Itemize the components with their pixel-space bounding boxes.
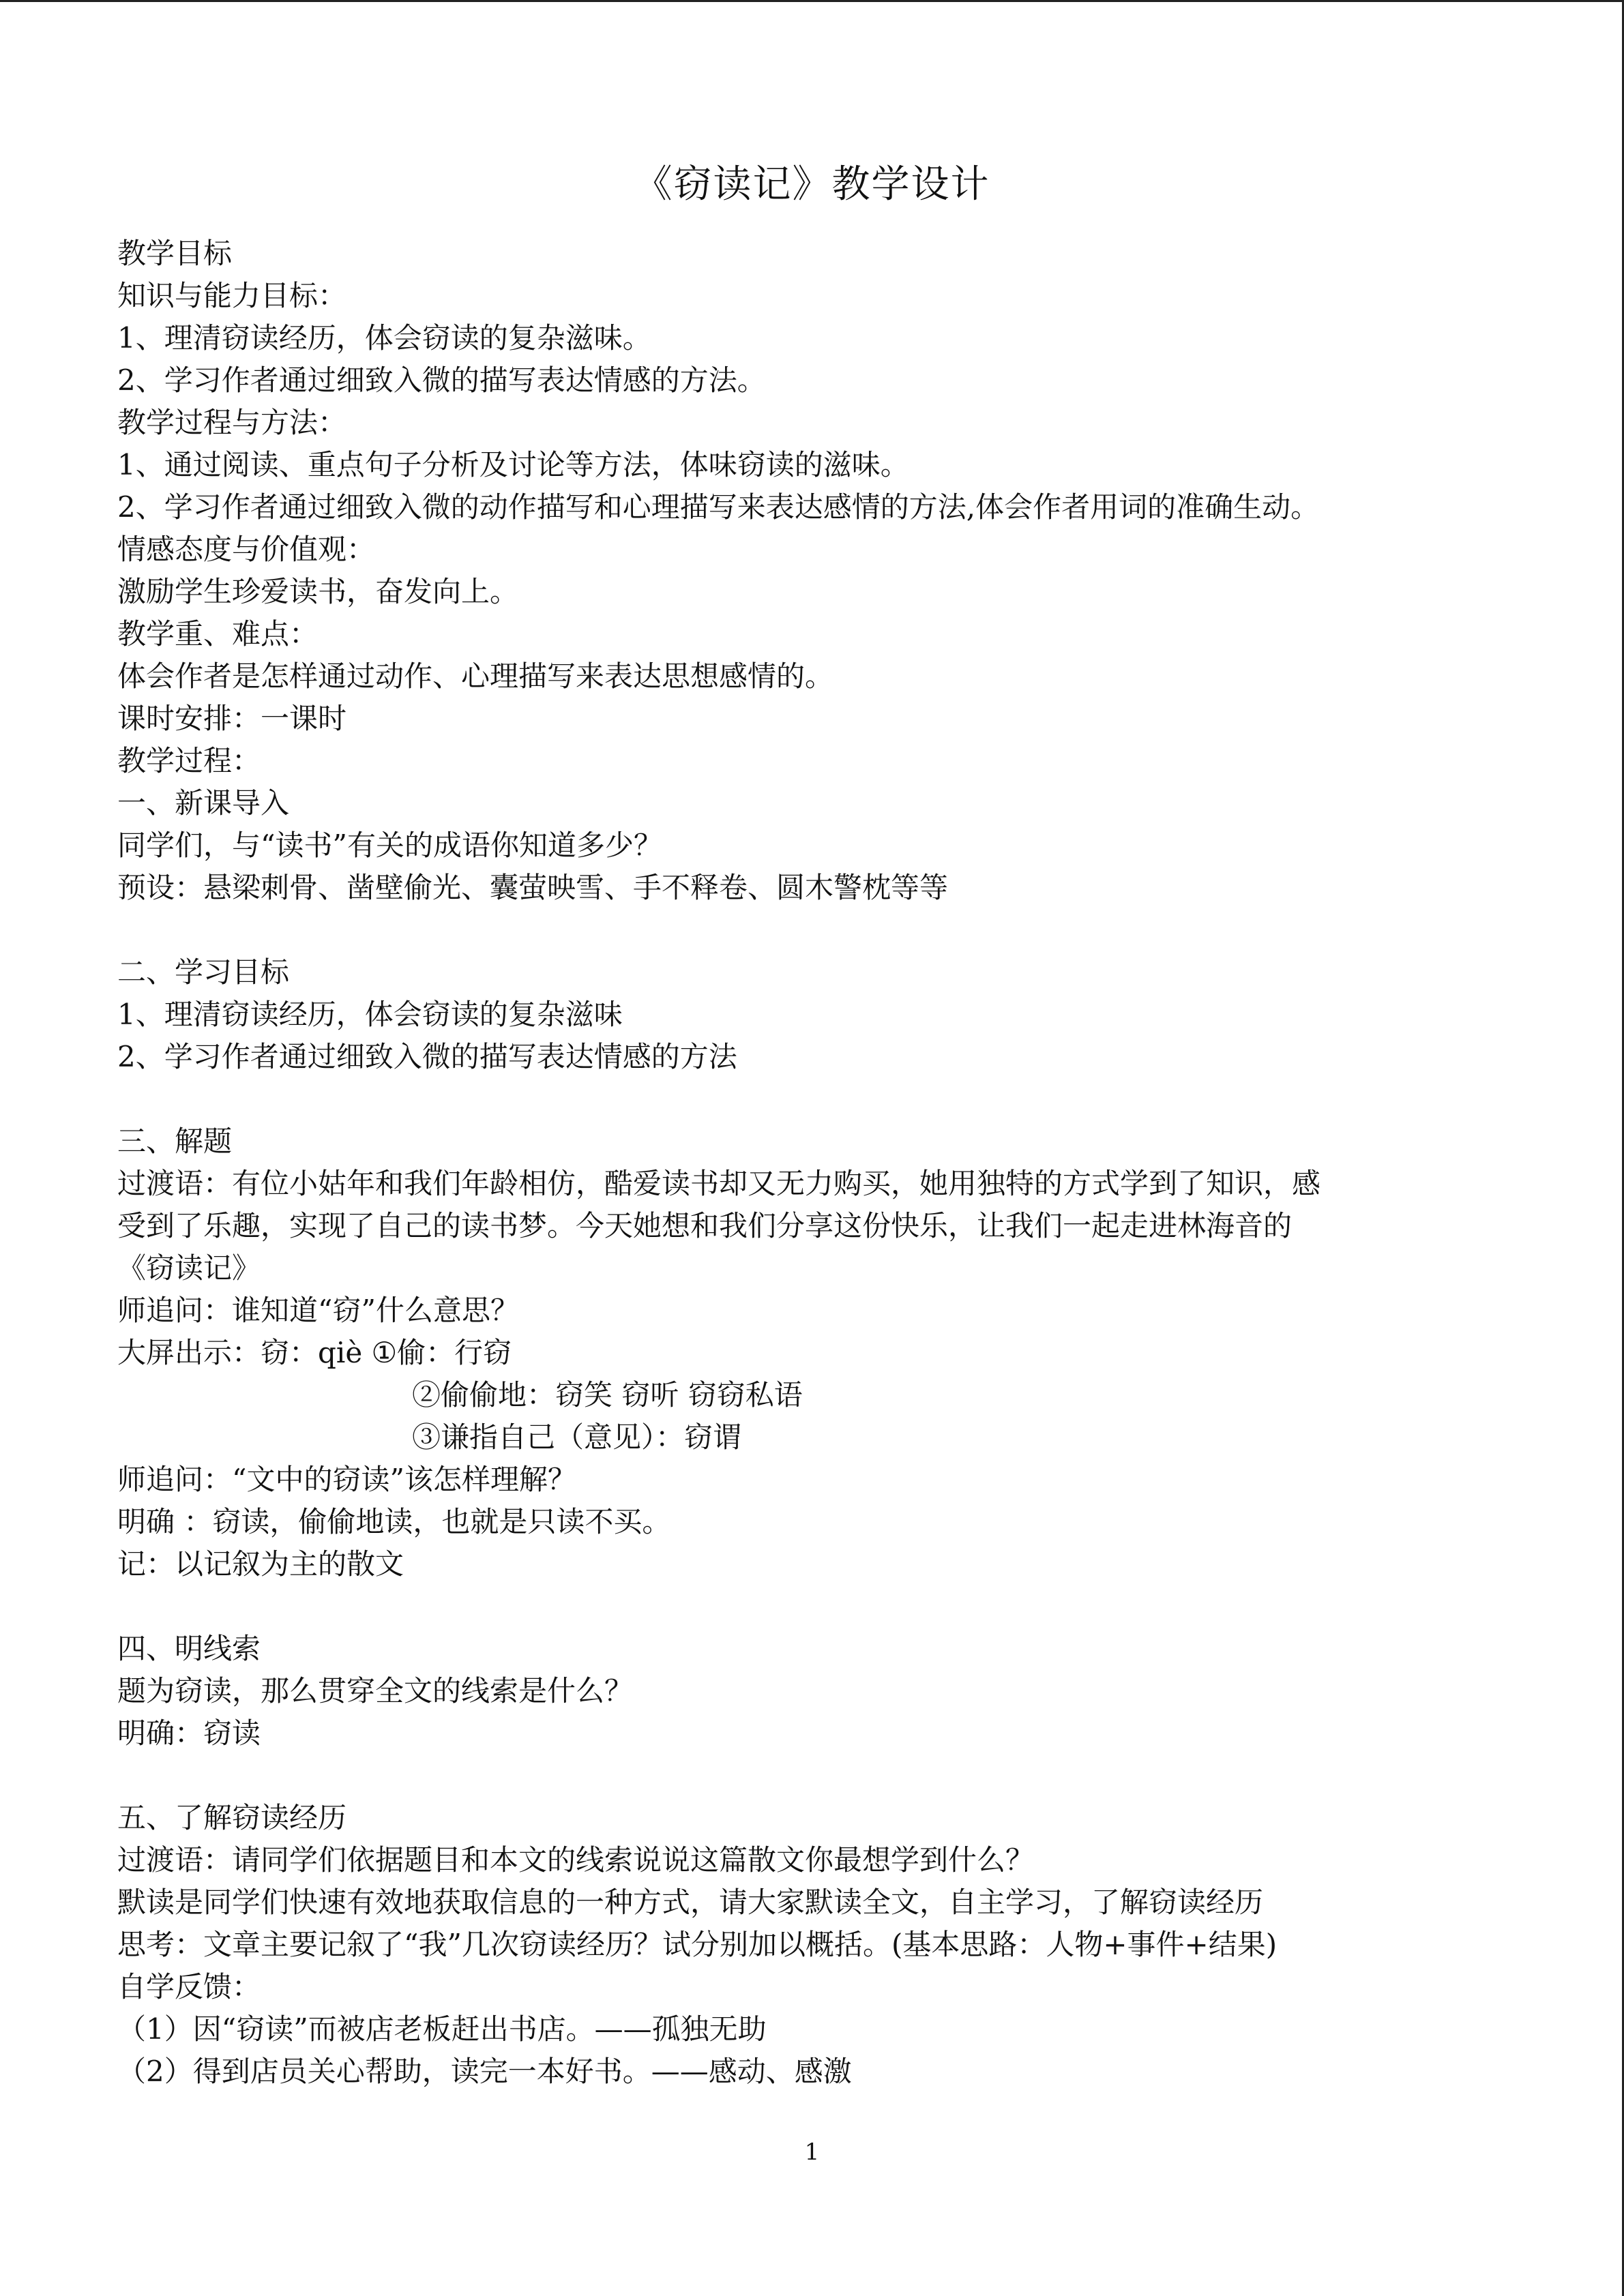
text-line: 大屏出示：窃：qiè ①偷：行窃 bbox=[117, 1336, 512, 1369]
text-line: 记：以记叙为主的散文 bbox=[117, 1547, 404, 1581]
text-line: （2）得到店员关心帮助，读完一本好书。——感动、感激 bbox=[117, 2055, 852, 2088]
text-line: 1、通过阅读、重点句子分析及讨论等方法，体味窃读的滋味。 bbox=[117, 448, 909, 481]
text-line: 明确：窃读 bbox=[117, 1716, 261, 1750]
text-line: 受到了乐趣，实现了自己的读书梦。今天她想和我们分享这份快乐，让我们一起走进林海音的 bbox=[117, 1209, 1293, 1242]
section-heading: 五、了解窃读经历 bbox=[117, 1801, 347, 1834]
text-line: 自学反馈： bbox=[117, 1970, 261, 2003]
text-line: 1、理清窃读经历，体会窃读的复杂滋味 bbox=[117, 998, 623, 1031]
text-line: 体会作者是怎样通过动作、心理描写来表达思想感情的。 bbox=[117, 659, 834, 693]
section-heading: 三、解题 bbox=[117, 1124, 233, 1158]
text-line: 2、学习作者通过细致入微的描写表达情感的方法。 bbox=[117, 363, 766, 397]
text-line: 知识与能力目标： bbox=[117, 279, 347, 312]
section-heading: 一、新课导入 bbox=[117, 786, 290, 820]
text-line: 教学重、难点： bbox=[117, 617, 319, 651]
blank-line bbox=[117, 1585, 1522, 1628]
text-line: 教学过程与方法： bbox=[117, 406, 347, 439]
blank-line bbox=[117, 1755, 1522, 1797]
text-line: 过渡语：请同学们依据题目和本文的线索说说这篇散文你最想学到什么？ bbox=[117, 1843, 1035, 1877]
text-line: 题为窃读，那么贯穿全文的线索是什么？ bbox=[117, 1674, 634, 1708]
text-line: 师追问：谁知道“窃”什么意思？ bbox=[117, 1294, 519, 1327]
text-line: 同学们，与“读书”有关的成语你知道多少？ bbox=[117, 829, 662, 862]
text-line: 《窃读记》 bbox=[117, 1251, 261, 1285]
text-line: 2、学习作者通过细致入微的描写表达情感的方法 bbox=[117, 1040, 737, 1073]
text-line: 明确 ：窃读，偷偷地读，也就是只读不买。 bbox=[117, 1505, 671, 1538]
section-heading: 四、明线索 bbox=[117, 1632, 261, 1665]
text-line: 课时安排：一课时 bbox=[117, 702, 347, 735]
text-line: 教学过程： bbox=[117, 744, 261, 777]
text-line: 思考：文章主要记叙了“我”几次窃读经历？试分别加以概括。(基本思路：人物+事件+结果) bbox=[117, 1928, 1278, 1961]
text-line: 预设：悬梁刺骨、凿壁偷光、囊萤映雪、手不释卷、圆木警枕等等 bbox=[117, 871, 949, 904]
blank-line bbox=[117, 1078, 1522, 1120]
document-title: 《窃读记》教学设计 bbox=[634, 162, 990, 207]
text-line-indented: ②偷偷地：窃笑 窃听 窃窃私语 bbox=[412, 1378, 803, 1412]
text-line-indented: ③谦指自己（意见）：窃谓 bbox=[412, 1420, 742, 1454]
text-line: 默读是同学们快速有效地获取信息的一种方式，请大家默读全文，自主学习，了解窃读经历 bbox=[117, 1885, 1264, 1919]
blank-line bbox=[117, 909, 1522, 951]
text-line: （1）因“窃读”而被店老板赶出书店。——孤独无助 bbox=[117, 2012, 767, 2046]
text-line: 师追问：“文中的窃读”该怎样理解？ bbox=[117, 1463, 576, 1496]
text-line: 1、理清窃读经历，体会窃读的复杂滋味。 bbox=[117, 321, 651, 355]
text-line: 过渡语：有位小姑年和我们年龄相仿，酷爱读书却又无力购买，她用独特的方式学到了知识，感 bbox=[117, 1167, 1321, 1200]
section-heading: 二、学习目标 bbox=[117, 955, 290, 989]
document-body bbox=[117, 233, 1522, 2093]
text-line: 激励学生珍爱读书，奋发向上。 bbox=[117, 575, 519, 608]
text-line: 情感态度与价值观： bbox=[117, 533, 376, 566]
page-number: 1 bbox=[804, 2138, 820, 2166]
text-line: 教学目标 bbox=[117, 237, 233, 270]
text-line: 2、学习作者通过细致入微的动作描写和心理描写来表达感情的方法,体会作者用词的准确生动。 bbox=[117, 490, 1320, 524]
